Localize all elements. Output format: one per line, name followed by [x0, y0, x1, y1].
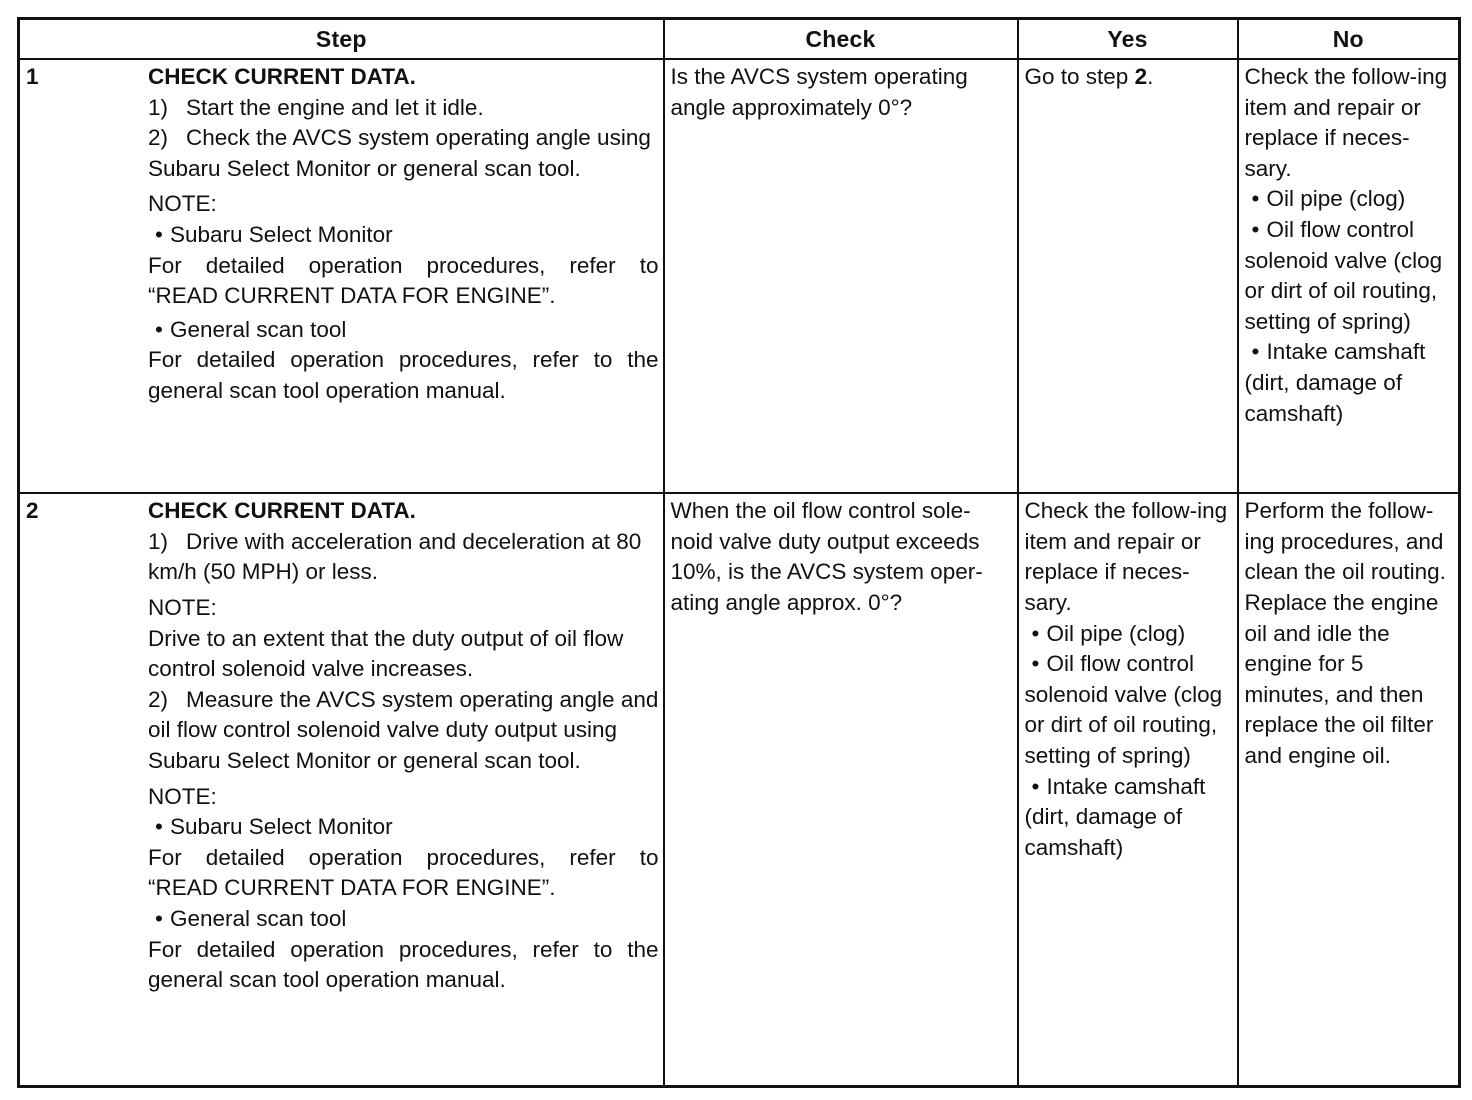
note-bullet [148, 904, 659, 935]
header-step: Step [19, 19, 664, 60]
note-bullet [148, 812, 659, 843]
check-cell [664, 59, 1018, 493]
table-row [19, 493, 1460, 1086]
step-item-text: Start the engine and let it idle. [186, 94, 484, 120]
header-check: Check [664, 19, 1018, 60]
check-cell [664, 493, 1018, 1086]
note-bullet-text: General scan tool [170, 905, 347, 931]
yes-cell [1018, 59, 1238, 493]
diagnostic-table [17, 17, 1461, 1088]
yes-bullet [1025, 649, 1233, 771]
no-cell [1238, 493, 1460, 1086]
step-heading: CHECK CURRENT DATA. [148, 498, 416, 524]
note-text: “READ CURRENT DATA FOR ENGINE”. [148, 283, 556, 309]
bullet-dot-icon: • [155, 221, 163, 247]
step-body [148, 62, 659, 407]
no-bullet [1245, 215, 1455, 337]
note-text: general scan tool operation manual. [148, 377, 506, 403]
step-item [148, 527, 659, 588]
step-cell [19, 493, 664, 1086]
yes-prefix: Go to step [1024, 64, 1135, 89]
bullet-dot-icon: • [155, 814, 163, 840]
note-text: For detailed operation procedures, refer to [148, 844, 659, 870]
yes-suffix: . [1147, 64, 1154, 89]
bullet-dot-icon: • [155, 905, 163, 931]
note-text: For detailed operation procedures, refer to [148, 252, 659, 278]
no-intro: Check the follow-ing item and repair or replace if neces-sary. [1244, 64, 1448, 181]
step-item-text: Check the AVCS system operating angle using Subaru Select Monitor or general scan tool. [148, 125, 651, 181]
bullet-dot-icon: • [155, 316, 163, 342]
step-item [148, 93, 659, 124]
note-text: For detailed operation procedures, refer to the [148, 936, 659, 962]
no-cell [1238, 59, 1460, 493]
yes-bullet-text: Oil pipe (clog) [1046, 620, 1186, 646]
bullet-dot-icon: • [1031, 773, 1040, 799]
yes-step-ref: 2 [1134, 64, 1148, 89]
step-cell [19, 59, 664, 493]
step-number: 2 [26, 498, 39, 524]
check-text: When the oil flow control sole-noid valve duty output exceeds 10%, is the AVCS system oper-ating angle approx. 0°? [670, 498, 983, 615]
header-yes: Yes [1018, 19, 1238, 60]
note-text: general scan tool operation manual. [148, 967, 506, 993]
yes-intro: Check the follow-ing item and repair or replace if neces-sary. [1024, 498, 1228, 615]
step-item-index: 1) [148, 528, 169, 554]
no-bullet-text: Oil pipe (clog) [1266, 186, 1406, 212]
step-item-index: 2) [148, 686, 169, 712]
check-text: Is the AVCS system operating angle approximately 0°? [670, 64, 968, 120]
note-bullet [148, 315, 659, 346]
step-item [148, 685, 659, 777]
header-row [19, 19, 1460, 60]
note-label: NOTE: [148, 191, 217, 217]
yes-bullet [1025, 619, 1233, 650]
bullet-dot-icon: • [1251, 186, 1260, 212]
table-row [19, 59, 1460, 493]
note-text: “READ CURRENT DATA FOR ENGINE”. [148, 875, 556, 901]
yes-bullet-text: Intake camshaft (dirt, damage of camshaft) [1024, 773, 1206, 860]
step-item-index: 2) [148, 125, 169, 151]
note-text: For detailed operation procedures, refer to the [148, 347, 659, 373]
header-no: No [1238, 19, 1460, 60]
step-number: 1 [26, 64, 39, 89]
note-bullet [148, 220, 659, 251]
bullet-dot-icon: • [1031, 620, 1040, 646]
no-bullet-text: Intake camshaft (dirt, damage of camshaft) [1244, 339, 1426, 426]
yes-cell [1018, 493, 1238, 1086]
note-label: NOTE: [148, 594, 217, 620]
note-bullet-text: Subaru Select Monitor [170, 221, 393, 247]
yes-bullet [1025, 772, 1233, 864]
step-item-text: Drive with acceleration and deceleration at 80 km/h (50 MPH) or less. [148, 528, 642, 585]
step-heading: CHECK CURRENT DATA. [148, 64, 416, 89]
yes-bullet-text: Oil flow control solenoid valve (clog or dirt of oil routing, setting of spring) [1024, 651, 1223, 768]
no-bullet [1245, 337, 1455, 429]
note-text: Drive to an extent that the duty output of oil flow control solenoid valve increases. [148, 625, 624, 682]
step-item [148, 123, 659, 184]
no-bullet-text: Oil flow control solenoid valve (clog or dirt of oil routing, setting of spring) [1244, 216, 1443, 334]
note-bullet-text: Subaru Select Monitor [170, 814, 393, 840]
bullet-dot-icon: • [1251, 339, 1260, 365]
note-bullet-text: General scan tool [170, 316, 347, 342]
bullet-dot-icon: • [1031, 651, 1040, 677]
step-body [148, 496, 659, 996]
step-item-index: 1) [148, 94, 169, 120]
no-bullet [1245, 184, 1455, 215]
note-label: NOTE: [148, 783, 217, 809]
step-item-text: Measure the AVCS system operating angle and oil flow control solenoid valve duty output using Subaru Select Monitor or general scan tool. [148, 686, 659, 773]
bullet-dot-icon: • [1251, 216, 1260, 242]
no-text: Perform the follow-ing procedures, and clean the oil routing. Replace the engine oil and idle the engine for 5 minutes, and then replace the oil filter and engine oil. [1244, 498, 1446, 768]
